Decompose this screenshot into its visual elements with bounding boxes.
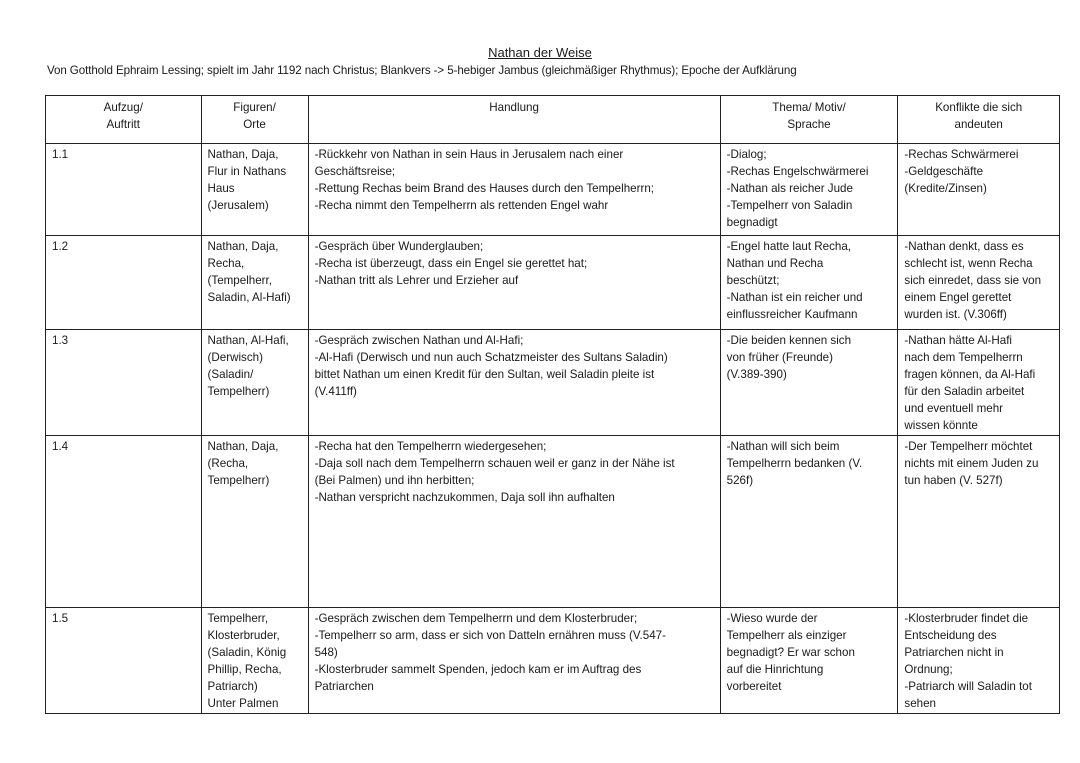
cell-thema: -Engel hatte laut Recha, Nathan und Recha beschützt; -Nathan ist ein reicher und einflussreicher Kaufmann bbox=[720, 236, 898, 330]
summary-table bbox=[45, 95, 1060, 714]
cell-auftritt: 1.4 bbox=[46, 436, 202, 608]
cell-auftritt: 1.5 bbox=[46, 608, 202, 714]
cell-figuren: Nathan, Daja, (Recha, Tempelherr) bbox=[201, 436, 308, 608]
cell-figuren: Tempelherr, Klosterbruder, (Saladin, König Phillip, Recha, Patriarch) Unter Palmen bbox=[201, 608, 308, 714]
table-row bbox=[46, 144, 1060, 236]
table-row bbox=[46, 330, 1060, 436]
header-thema: Thema/ Motiv/ Sprache bbox=[720, 96, 898, 144]
cell-handlung: -Gespräch zwischen dem Tempelherrn und dem Klosterbruder; -Tempelherr so arm, dass er sich von Datteln ernähren muss (V.547- 548) -Klosterbruder sammelt Spenden, jedoch kam er im Auftrag des Patriarchen bbox=[308, 608, 720, 714]
header-figuren: Figuren/ Orte bbox=[201, 96, 308, 144]
cell-figuren: Nathan, Al-Hafi, (Derwisch) (Saladin/ Tempelherr) bbox=[201, 330, 308, 436]
cell-auftritt: 1.3 bbox=[46, 330, 202, 436]
cell-auftritt: 1.1 bbox=[46, 144, 202, 236]
header-konflikte: Konflikte die sich andeuten bbox=[898, 96, 1060, 144]
table-row bbox=[46, 608, 1060, 714]
table-row bbox=[46, 436, 1060, 608]
cell-thema: -Wieso wurde der Tempelherr als einziger begnadigt? Er war schon auf die Hinrichtung vorbereitet bbox=[720, 608, 898, 714]
cell-handlung: -Gespräch zwischen Nathan und Al-Hafi; -Al-Hafi (Derwisch und nun auch Schatzmeister des Sultans Saladin) bittet Nathan um einen Kredit für den Sultan, weil Saladin pleite ist (V.411ff) bbox=[308, 330, 720, 436]
cell-konflikte: -Rechas Schwärmerei -Geldgeschäfte (Kredite/Zinsen) bbox=[898, 144, 1060, 236]
cell-konflikte: -Klosterbruder findet die Entscheidung des Patriarchen nicht in Ordnung; -Patriarch will Saladin tot sehen bbox=[898, 608, 1060, 714]
cell-handlung: -Rückkehr von Nathan in sein Haus in Jerusalem nach einer Geschäftsreise; -Rettung Rechas beim Brand des Hauses durch den Tempelherrn; -Recha nimmt den Tempelherrn als rettenden Engel wahr bbox=[308, 144, 720, 236]
cell-handlung: -Recha hat den Tempelherrn wiedergesehen; -Daja soll nach dem Tempelherrn schauen weil er ganz in der Nähe ist (Bei Palmen) und ihn herbitten; -Nathan verspricht nachzukommen, Daja soll ihn aufhalten bbox=[308, 436, 720, 608]
table-header-row bbox=[46, 96, 1060, 144]
cell-thema: -Nathan will sich beim Tempelherrn bedanken (V. 526f) bbox=[720, 436, 898, 608]
cell-konflikte: -Nathan hätte Al-Hafi nach dem Tempelherrn fragen können, da Al-Hafi für den Saladin arbeitet und eventuell mehr wissen könnte bbox=[898, 330, 1060, 436]
cell-thema: -Die beiden kennen sich von früher (Freunde) (V.389-390) bbox=[720, 330, 898, 436]
document-subtitle: Von Gotthold Ephraim Lessing; spielt im Jahr 1192 nach Christus; Blankvers -> 5-hebiger Jambus (gleichmäßiger Rhythmus); Epoche der Aufklärung bbox=[47, 64, 797, 77]
table-row bbox=[46, 236, 1060, 330]
cell-handlung: -Gespräch über Wunderglauben; -Recha ist überzeugt, dass ein Engel sie gerettet hat; -Nathan tritt als Lehrer und Erzieher auf bbox=[308, 236, 720, 330]
cell-figuren: Nathan, Daja, Flur in Nathans Haus (Jerusalem) bbox=[201, 144, 308, 236]
document-title: Nathan der Weise bbox=[488, 45, 592, 60]
header-handlung: Handlung bbox=[308, 96, 720, 144]
cell-auftritt: 1.2 bbox=[46, 236, 202, 330]
cell-konflikte: -Der Tempelherr möchtet nichts mit einem Juden zu tun haben (V. 527f) bbox=[898, 436, 1060, 608]
cell-konflikte: -Nathan denkt, dass es schlecht ist, wenn Recha sich einredet, dass sie von einem Engel gerettet wurden ist. (V.306ff) bbox=[898, 236, 1060, 330]
cell-figuren: Nathan, Daja, Recha, (Tempelherr, Saladin, Al-Hafi) bbox=[201, 236, 308, 330]
header-aufzug: Aufzug/ Auftritt bbox=[46, 96, 202, 144]
cell-thema: -Dialog; -Rechas Engelschwärmerei -Nathan als reicher Jude -Tempelherr von Saladin begnadigt bbox=[720, 144, 898, 236]
